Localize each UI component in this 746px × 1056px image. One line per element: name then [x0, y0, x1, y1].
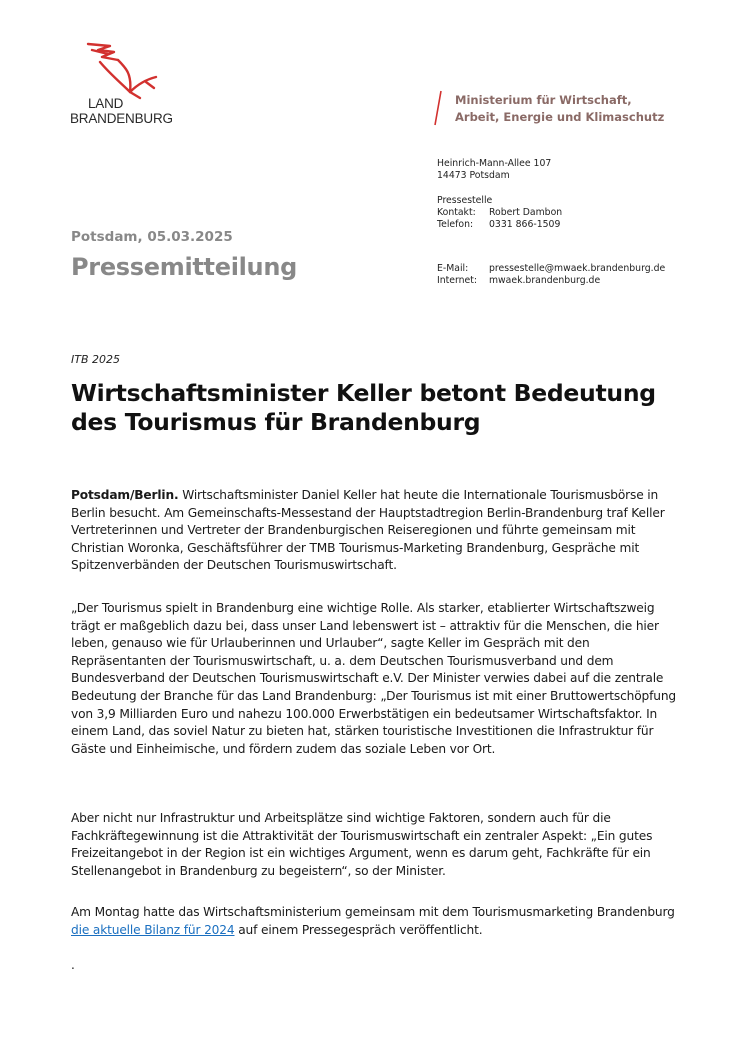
logo-wordmark — [70, 96, 173, 126]
logo-line-brandenburg: BRANDENBURG — [70, 111, 173, 126]
phone-label: Telefon: — [437, 219, 474, 230]
divider-slash-icon — [433, 90, 443, 126]
bilanz-2024-link[interactable]: die aktuelle Bilanz für 2024 — [71, 922, 235, 937]
paragraph-4-text-after: auf einem Pressegespräch veröffentlicht. — [234, 922, 483, 937]
logo-line-land: LAND — [88, 96, 124, 111]
address-block — [437, 158, 551, 182]
internet-label: Internet: — [437, 275, 478, 286]
release-date: Potsdam, 05.03.2025 — [71, 229, 233, 245]
eagle-logo-icon — [70, 40, 200, 100]
headline: Wirtschaftsminister Keller betont Bedeutung des Tourismus für Brandenburg — [71, 379, 656, 436]
phone-value: 0331 866-1509 — [489, 219, 561, 230]
ministry-name — [455, 92, 664, 126]
document-type-title: Pressemitteilung — [71, 253, 298, 281]
web-contact-block — [437, 263, 665, 287]
address-city: 14473 Potsdam — [437, 170, 510, 181]
paragraph-2: „Der Tourismus spielt in Brandenburg eine wichtige Rolle. Als starker, etablierter Wirtschaftszweig trägt er maßgeblich dazu bei, dass unser Land lebenswert ist – attraktiv für die Menschen, die hier leben, genauso wie für Urlauberinnen und Urlauber“, sagte Keller im Gespräch mit den Repräsentanten der Tourismuswirtschaft, u. a. dem Deutschen Tourismusverband und dem Bundesverband der Deutschen Tourismuswirtschaft e.V. Der Minister verwies dabei auf die zentrale Bedeutung der Branche für das Land Brandenburg: „Der Tourismus ist mit einer Bruttowertschöpfung von 3,9 Milliarden Euro und nahezu 100.000 Erwerbstätigen ein bedeutsamer Wirtschaftsfaktor. In einem Land, das soviel Natur zu bieten hat, stärken touristische Investitionen die Infrastruktur für Gäste und Einheimische, und fördern zudem das soziale Leben vor Ort. — [71, 601, 677, 756]
paragraph-1 — [71, 487, 683, 575]
ministry-line-1: Ministerium für Wirtschaft, — [455, 93, 632, 107]
email-value[interactable]: pressestelle@mwaek.brandenburg.de — [489, 263, 666, 274]
email-label: E-Mail: — [437, 263, 469, 274]
internet-value[interactable]: mwaek.brandenburg.de — [489, 275, 601, 286]
contact-label: Kontakt: — [437, 207, 476, 218]
press-office-label: Pressestelle — [437, 195, 493, 206]
paragraph-3: Aber nicht nur Infrastruktur und Arbeitsplätze sind wichtige Faktoren, sondern auch für die Fachkräftegewinnung ist die Attraktivität der Tourismuswirtschaft ein zentraler Aspekt: „Ein gutes Freizeitangebot in der Region ist ein wichtiges Argument, wenn es darum geht, Fachkräfte für ein Stellenangebot in Brandenburg zu begeistern“, so der Minister. — [71, 811, 653, 878]
dateline: Potsdam/Berlin. — [71, 488, 179, 502]
contact-value: Robert Dambon — [489, 207, 563, 218]
contact-block — [437, 207, 562, 231]
trailing-dot: . — [71, 958, 75, 972]
paragraph-4-text-before: Am Montag hatte das Wirtschaftsministerium gemeinsam mit dem Tourismusmarketing Brandenburg — [71, 905, 675, 919]
paragraph-4 — [71, 904, 683, 939]
kicker: ITB 2025 — [71, 353, 121, 366]
address-street: Heinrich-Mann-Allee 107 — [437, 158, 552, 169]
paragraph-1-text: Wirtschaftsminister Daniel Keller hat heute die Internationale Tourismusbörse in Berlin besucht. Am Gemeinschafts-Messestand der Hauptstadtregion Berlin-Brandenburg traf Keller Vertreterinnen und Vertreter der Brandenburgischen Reiseregionen und führte gemeinsam mit Christian Woronka, Geschäftsführer der TMB Tourismus-Marketing Brandenburg, Gespräche mit Spitzenverbänden der Deutschen Tourismuswirtschaft. — [71, 488, 665, 573]
ministry-line-2: Arbeit, Energie und Klimaschutz — [455, 110, 665, 124]
